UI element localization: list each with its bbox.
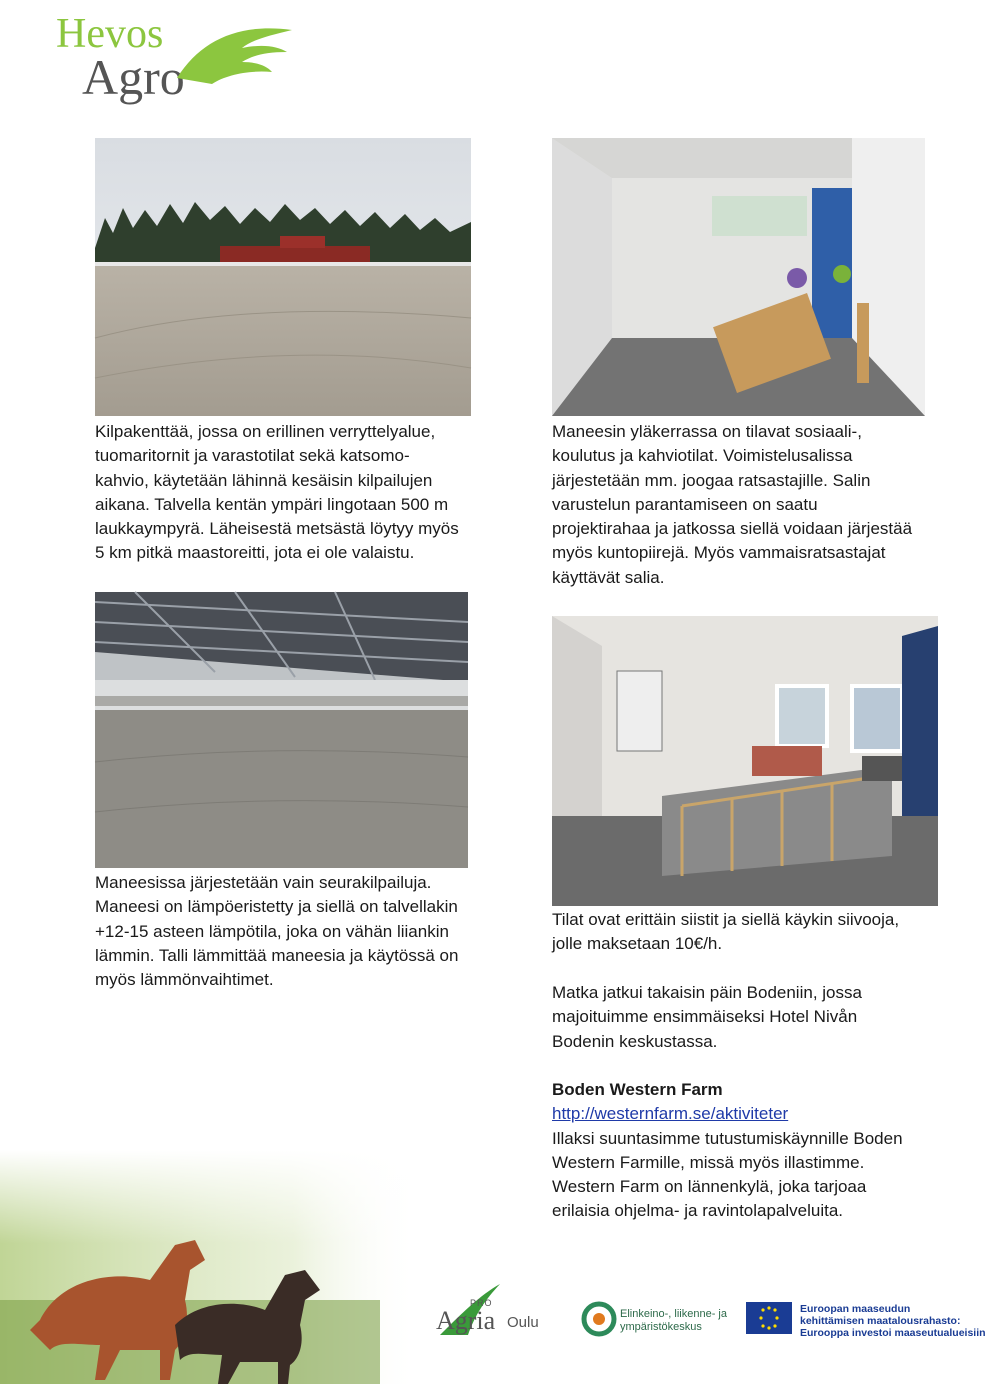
horses-footer-image — [0, 1150, 420, 1384]
logo-text-line1: Hevos — [56, 11, 164, 57]
indoor-arena-photo — [95, 592, 468, 868]
eu-text-line: Eurooppa investoi maaseutualueisiin — [800, 1327, 986, 1339]
ely-text-line1: Elinkeino-, liikenne- ja — [620, 1308, 727, 1320]
caption-line: Maneesi on lämpöeristetty ja siellä on talvellakin — [95, 897, 458, 917]
eu-text — [800, 1303, 986, 1339]
logo-text-line2: Agro — [82, 49, 185, 105]
caption-line: Kilpakenttää, jossa on erillinen verryttelyalue, — [95, 422, 436, 441]
upstairs-caption — [552, 420, 952, 590]
caption-line: Tilat ovat erittäin siistit ja siellä käykin siivooja, — [552, 910, 900, 929]
section-heading: Boden Western Farm — [552, 1080, 723, 1099]
caption-line: aikana. Talvella kentän ympäri lingotaan 500 m — [95, 494, 449, 514]
caption-line: myös lämmönvaihtimet. — [95, 970, 274, 990]
indoor-arena-caption — [95, 871, 515, 992]
paragraph-line: Western Farm on lännenkylä, joka tarjoaa — [552, 1177, 867, 1197]
caption-line: tuomaritornit ja varastotilat sekä katsomo- — [95, 446, 410, 466]
ely-logo — [582, 1300, 727, 1340]
logo-wing-icon — [172, 18, 297, 88]
caption-line: Maneesin yläkerrassa on tilavat sosiaali-, — [552, 422, 862, 441]
caption-line: projektirahaa ja jatkossa siellä voidaan järjestää — [552, 519, 913, 539]
journey-paragraph — [552, 981, 952, 1054]
paragraph-line: erilaisia ohjelma- ja ravintolapalveluita. — [552, 1201, 844, 1221]
paragraph-line: Bodenin keskustassa. — [552, 1031, 718, 1051]
caption-line: myös kuntopiirejä. Myös vammaisratsastajat — [552, 543, 886, 563]
westernfarm-link[interactable]: http://westernfarm.se/aktiviteter — [552, 1104, 789, 1124]
outdoor-arena-caption — [95, 420, 505, 566]
proagria-text: Agria — [436, 1306, 496, 1335]
paragraph-line: majoituimme ensimmäiseksi Hotel Nivån — [552, 1007, 858, 1027]
caption-line: käyttävät salia. — [552, 567, 665, 587]
caption-line: varustelun parantamiseen on saatu — [552, 494, 818, 514]
caption-line: +12-15 asteen lämpötila, joka on vähän liiankin — [95, 921, 449, 941]
ely-emblem-icon — [582, 1302, 616, 1336]
caption-line: 5 km pitkä maastoreitti, jota ei ole valaistu. — [95, 543, 415, 563]
caption-line: koulutus ja kahviotilat. Voimistelusalissa — [552, 446, 853, 466]
facilities-caption — [552, 908, 952, 957]
paragraph-line: Matka jatkui takaisin päin Bodeniin, jossa — [552, 983, 862, 1002]
eu-text-line: kehittämisen maatalousrahasto: — [800, 1315, 961, 1327]
caption-line: Maneesissa järjestetään vain seurakilpailuja. — [95, 873, 432, 892]
caption-line: kahvio, käytetään lähinnä kesäisin kilpailujen — [95, 470, 433, 490]
proagria-city-text: Oulu — [507, 1314, 539, 1331]
boden-western-farm-section — [552, 1078, 952, 1224]
proagria-logo — [430, 1280, 550, 1340]
caption-line: laukkaympyrä. Läheisestä metsästä löytyy myös — [95, 519, 459, 539]
paragraph-line: Western Farmille, missä myös illastimme. — [552, 1152, 865, 1172]
hevosagro-logo — [52, 8, 297, 108]
paragraph-line: Illaksi suuntasimme tutustumiskäynnille Boden — [552, 1128, 903, 1148]
caption-line: järjestetään mm. joogaa ratsastajille. Salin — [552, 470, 871, 490]
proagria-pro-text: PRO — [470, 1298, 493, 1308]
eu-text-line: Euroopan maaseudun — [800, 1303, 911, 1315]
cafe-photo — [552, 616, 938, 906]
caption-line: jolle maksetaan 10€/h. — [552, 934, 723, 954]
eu-flag-icon — [746, 1302, 792, 1334]
caption-line: lämmin. Talli lämmittää maneesia ja käytössä on — [95, 945, 459, 965]
gym-hall-photo — [552, 138, 925, 416]
ely-text-line2: ympäristökeskus — [620, 1321, 702, 1333]
outdoor-arena-photo — [95, 138, 471, 416]
